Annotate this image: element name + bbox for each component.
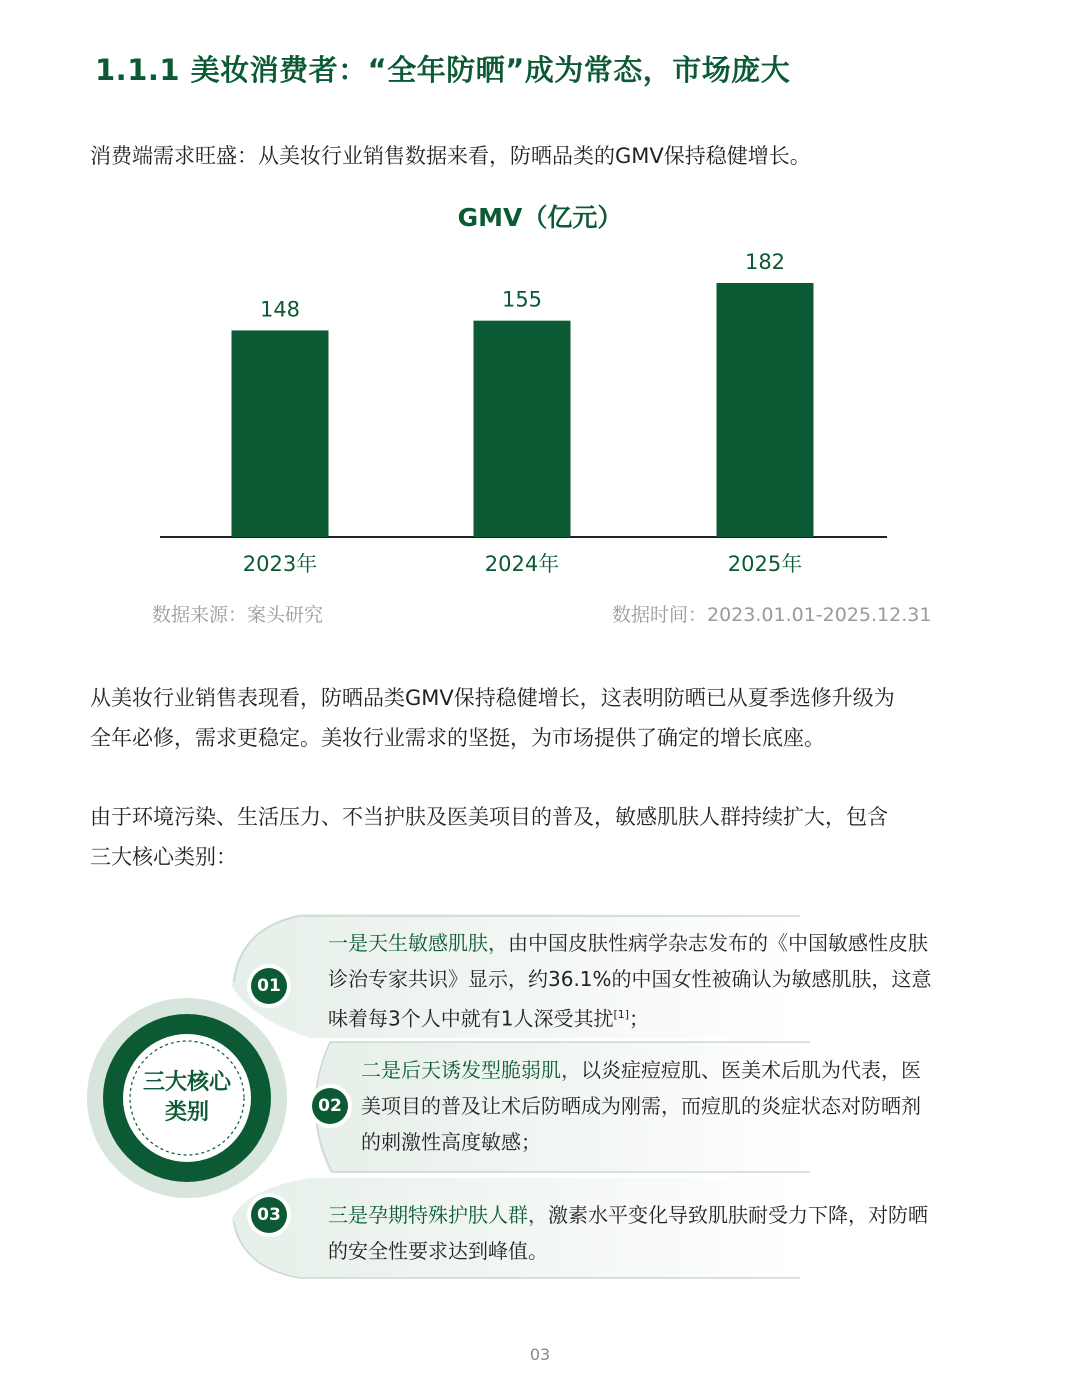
section-title: 1.1.1 美妆消费者：“全年防晒”成为常态，市场庞大: [95, 53, 791, 87]
category-1-highlight: 一是天生敏感肌肤，: [328, 931, 508, 955]
category-3-badge: 03: [251, 1197, 287, 1233]
chart-source: 数据来源：案头研究: [152, 604, 324, 626]
bar-value-label: 155: [501, 287, 543, 312]
category-1-line-1: [328, 925, 1008, 961]
category-3-line-2: 的安全性要求达到峰值。: [328, 1239, 548, 1263]
bar-2024年: [474, 321, 571, 537]
center-label-line-2: 类别: [164, 1100, 209, 1125]
reference-mark: [1]: [613, 1008, 630, 1021]
bar-value-label: 182: [744, 250, 786, 274]
x-tick-label: 2025年: [727, 552, 803, 576]
category-2-line-1: [361, 1052, 1011, 1088]
bar-value-label: 148: [259, 297, 301, 322]
gmv-bar-chart: [0, 0, 1080, 600]
paragraph-2-line-2: 三大核心类别：: [90, 845, 237, 869]
bar-2025年: [717, 283, 814, 537]
category-2-text: [361, 1052, 1011, 1160]
category-1-line-3-text: 味着每3个人中就有1人深受其扰: [328, 1006, 614, 1031]
paragraph-2-line-1: 由于环境污染、生活压力、不当护肤及医美项目的普及，敏感肌肤人群持续扩大，包含: [90, 805, 888, 829]
category-1-line-1-rest: 由中国皮肤性病学杂志发布的《中国敏感性皮肤: [508, 931, 928, 955]
category-1-line-2: 诊治专家共识》显示，约36.1%的中国女性被确认为敏感肌肤，这意: [328, 967, 932, 991]
intro-text: 消费端需求旺盛：从美妆行业销售数据来看，防晒品类的GMV保持稳健增长。: [90, 144, 811, 168]
page-number: 03: [529, 1345, 551, 1364]
bar-2023年: [232, 330, 329, 537]
category-1-line-3: [328, 997, 1008, 1037]
category-2-line-2: 美项目的普及让术后防晒成为刚需，而痘肌的炎症状态对防晒剂: [361, 1094, 921, 1118]
category-3-line-1: [328, 1197, 1008, 1233]
category-1-text: [328, 925, 1008, 1037]
category-1-line-3-end: ；: [629, 1006, 650, 1031]
category-2-line-1-rest: 以炎症痘痘肌、医美术后肌为代表，医: [581, 1058, 921, 1082]
category-3-text: [328, 1197, 1008, 1269]
category-3-line-1-rest: 激素水平变化导致肌肤耐受力下降，对防晒: [548, 1203, 928, 1227]
category-1-badge: 01: [251, 968, 287, 1004]
paragraph-1-line-2: 全年必修，需求更稳定。美妆行业需求的坚挺，为市场提供了确定的增长底座。: [90, 726, 825, 750]
category-3-highlight: 三是孕期特殊护肤人群，: [328, 1203, 548, 1227]
category-2-highlight: 二是后天诱发型脆弱肌，: [361, 1058, 581, 1082]
x-tick-label: 2023年: [242, 552, 318, 576]
category-2-badge: 02: [312, 1088, 348, 1124]
center-label-line-1: 三大核心: [142, 1070, 231, 1095]
chart-title: GMV（亿元）: [457, 203, 623, 232]
x-tick-label: 2024年: [484, 552, 560, 576]
paragraph-1-line-1: 从美妆行业销售表现看，防晒品类GMV保持稳健增长，这表明防晒已从夏季选修升级为: [90, 686, 895, 710]
center-circle-label: [127, 1068, 247, 1128]
chart-date-range: 数据时间：2023.01.01-2025.12.31: [612, 604, 932, 626]
category-2-line-3: 的刺激性高度敏感；: [361, 1130, 541, 1154]
